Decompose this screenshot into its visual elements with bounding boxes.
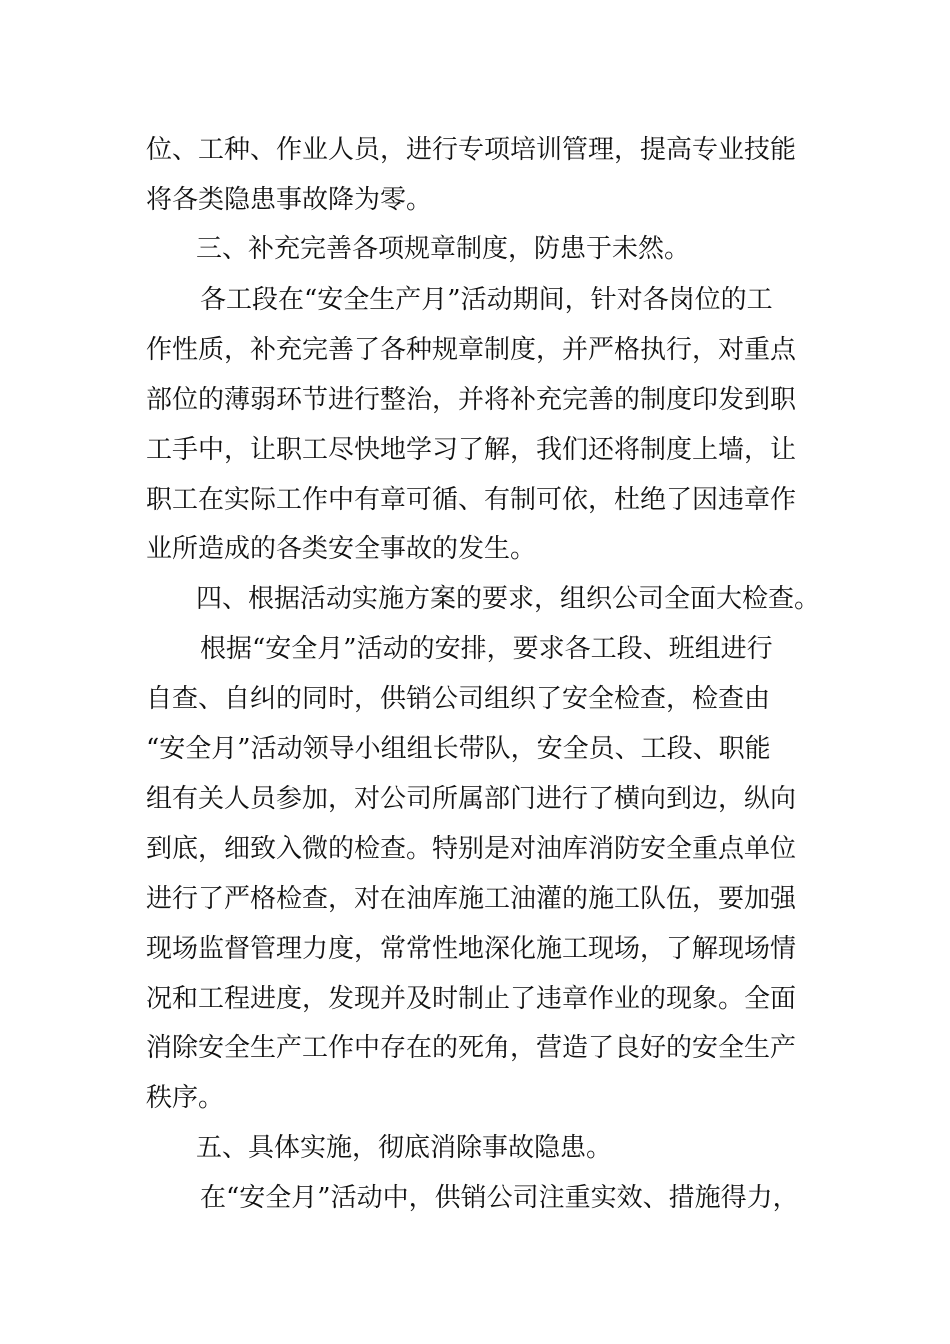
text-line: 进行了严格检查，对在油库施工油灌的施工队伍，要加强	[146, 884, 797, 914]
text-line: 部位的薄弱环节进行整治，并将补充完善的制度印发到职	[146, 385, 797, 415]
text-line: 秩序。	[146, 1083, 225, 1113]
text-line: 根据“安全月”活动的安排，要求各工段、班组进行	[200, 634, 773, 664]
text-line: 职工在实际工作中有章可循、有制可依，杜绝了因违章作	[146, 485, 797, 515]
text-line: “安全月”活动领导小组组长带队，安全员、工段、职能	[146, 734, 771, 764]
text-line: 组有关人员参加，对公司所属部门进行了横向到边，纵向	[146, 784, 797, 814]
section-heading: 三、补充完善各项规章制度，防患于未然。	[196, 234, 691, 264]
text-line: 在“安全月”活动中，供销公司注重实效、措施得力，	[200, 1183, 799, 1213]
text-line: 各工段在“安全生产月”活动期间，针对各岗位的工	[200, 285, 773, 315]
text-line: 将各类隐患事故降为零。	[146, 185, 433, 215]
text-line: 位、工种、作业人员，进行专项培训管理，提高专业技能	[146, 135, 797, 165]
text-line: 作性质，补充完善了各种规章制度，并严格执行，对重点	[146, 335, 797, 365]
text-line: 况和工程进度，发现并及时制止了违章作业的现象。全面	[146, 984, 797, 1014]
text-line: 自查、自纠的同时，供销公司组织了安全检查，检查由	[146, 684, 771, 714]
text-line: 到底，细致入微的检查。特别是对油库消防安全重点单位	[146, 834, 797, 864]
text-line: 工手中，让职工尽快地学习了解，我们还将制度上墙，让	[146, 435, 797, 465]
text-line: 消除安全生产工作中存在的死角，营造了良好的安全生产	[146, 1033, 797, 1063]
section-heading: 五、具体实施，彻底消除事故隐患。	[196, 1133, 613, 1163]
section-heading: 四、根据活动实施方案的要求，组织公司全面大检查。	[196, 584, 821, 614]
text-line: 现场监督管理力度，常常性地深化施工现场，了解现场情	[146, 934, 797, 964]
text-line: 业所造成的各类安全事故的发生。	[146, 534, 537, 564]
